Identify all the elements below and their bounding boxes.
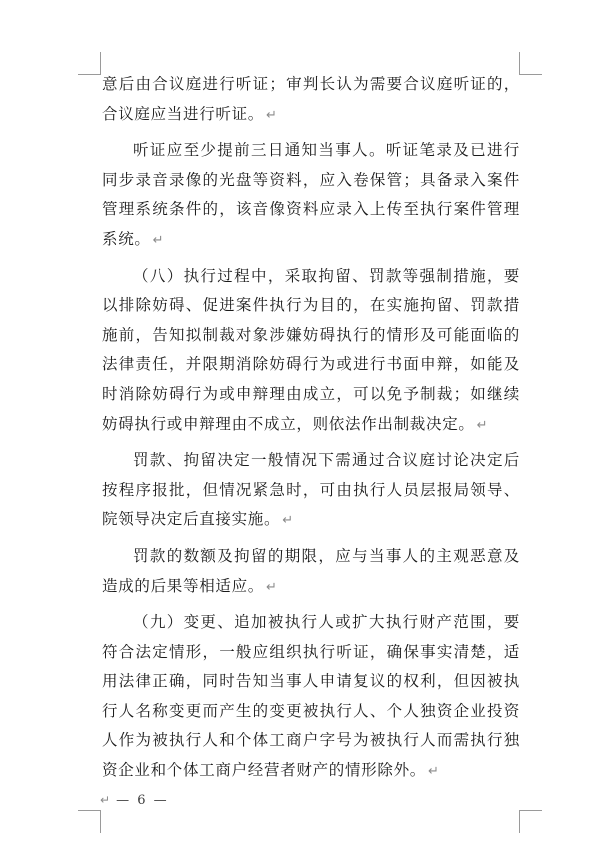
paragraph — [102, 70, 520, 130]
paragraph — [102, 262, 520, 441]
paragraph-mark-icon: ↵ — [428, 764, 440, 780]
paragraph-text: （九）变更、追加被执行人或扩大执行财产范围，要符合法定情形，一般应组织执行听证，确保事实清楚，适用法律正确，同时告知当事人申请复议的权利，但因被执行人名称变更而产生的变更被执行人、个人独资企业投资人作为被执行人和个体工商户字号为被执行人而需执行独资企业和个体工商户经营者财产的情形除外。 — [102, 613, 520, 780]
paragraph — [102, 542, 520, 602]
paragraph-mark-icon: ↵ — [152, 232, 165, 248]
paragraph — [102, 136, 520, 255]
paragraph — [102, 446, 520, 536]
paragraph-text: 听证应至少提前三日通知当事人。听证笔录及已进行同步录音录像的光盘等资料，应入卷保管；具备录入案件管理系统条件的，该音像资料应录入上传至执行案件管理系统。 — [102, 141, 520, 248]
paragraph-mark-icon: ↵ — [476, 417, 489, 433]
document-body[interactable] — [102, 70, 520, 787]
paragraph-mark-icon: ↵ — [266, 107, 278, 123]
footer-mark-icon: ↵ — [100, 793, 113, 807]
crop-mark-bottom-right — [519, 810, 542, 833]
crop-mark-top-left — [78, 52, 101, 75]
paragraph-text: 罚款、拘留决定一般情况下需通过合议庭讨论决定后按程序报批，但情况紧急时，可由执行人员层报局领导、院领导决定后直接实施。 — [102, 451, 520, 529]
paragraph-text: （八）执行过程中，采取拘留、罚款等强制措施，要以排除妨碍、促进案件执行为目的，在实施拘留、罚款措施前，告知拟制裁对象涉嫌妨碍执行的情形及可能面临的法律责任，并限期消除妨碍行为或进行书面申辩，如能及时消除妨碍行为或申辩理由成立，可以免予制裁；如继续妨碍执行或申辩理由不成立，则依法作出制裁决定。 — [102, 266, 520, 433]
page-number: — 6 — — [116, 793, 169, 808]
paragraph-mark-icon: ↵ — [266, 579, 278, 595]
crop-mark-top-right — [519, 52, 542, 75]
page-footer — [100, 793, 169, 808]
paragraph — [102, 608, 520, 787]
paragraph-text: 罚款的数额及拘留的期限，应与当事人的主观恶意及造成的后果等相适应。 — [102, 546, 520, 595]
paragraph-mark-icon: ↵ — [282, 513, 294, 529]
paragraph-text: 意后由合议庭进行听证；审判长认为需要合议庭听证的，合议庭应当进行听证。 — [102, 75, 520, 123]
crop-mark-bottom-left — [78, 810, 101, 833]
